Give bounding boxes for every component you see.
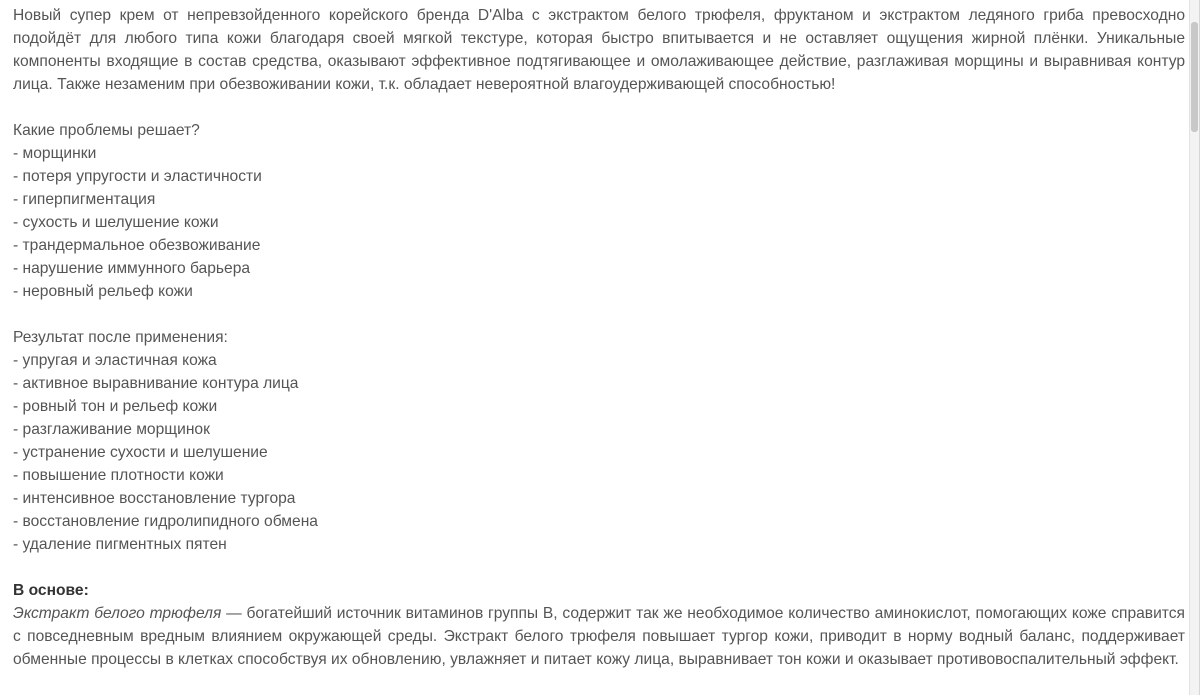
spacer bbox=[13, 556, 1185, 579]
problem-item: - гиперпигментация bbox=[13, 191, 156, 208]
description-content bbox=[13, 4, 1185, 671]
problem-item: - трандермальное обезвоживание bbox=[13, 237, 261, 254]
basis-heading: В основе: bbox=[13, 582, 89, 599]
vertical-scrollbar[interactable] bbox=[1189, 0, 1199, 695]
basis-paragraph bbox=[13, 602, 1185, 671]
problem-item: - морщинки bbox=[13, 145, 97, 162]
result-item: - удаление пигментных пятен bbox=[13, 536, 227, 553]
results-heading: Результат после применения: bbox=[13, 329, 228, 346]
result-item: - повышение плотности кожи bbox=[13, 467, 224, 484]
problem-item: - нарушение иммунного барьера bbox=[13, 260, 251, 277]
scrollbar-thumb[interactable] bbox=[1191, 22, 1198, 132]
result-item: - активное выравнивание контура лица bbox=[13, 375, 299, 392]
problem-item: - потеря упругости и эластичности bbox=[13, 168, 262, 185]
intro-paragraph: Новый супер крем от непревзойденного корейского бренда D'Alba с экстрактом белого трюфеля, фруктаном и экстрактом ледяного гриба превосходно подойдёт для любого типа кожи благодаря своей мягкой текстуре, которая быстро впитывается и не оставляет ощущения жирной плёнки. Уникальные компоненты входящие в состав средства, оказывают эффективное подтягивающее и омолаживающее действие, разглаживая морщины и выравнивая контур лица. Также незаменим при обезвоживании кожи, т.к. обладает невероятной влагоудерживающей способностью! bbox=[13, 7, 1185, 93]
result-item: - восстановление гидролипидного обмена bbox=[13, 513, 318, 530]
problems-heading: Какие проблемы решает? bbox=[13, 122, 200, 139]
result-item: - интенсивное восстановление тургора bbox=[13, 490, 296, 507]
result-item: - разглаживание морщинок bbox=[13, 421, 210, 438]
spacer bbox=[13, 303, 1185, 326]
problem-item: - неровный рельеф кожи bbox=[13, 283, 193, 300]
spacer bbox=[13, 96, 1185, 119]
result-item: - упругая и эластичная кожа bbox=[13, 352, 217, 369]
ingredient-name: Экстракт белого трюфеля bbox=[13, 605, 222, 622]
result-item: - ровный тон и рельеф кожи bbox=[13, 398, 218, 415]
ingredient-description: — богатейший источник витаминов группы В, содержит так же необходимое количество аминокислот, помогающих коже справится с повседневным вредным влиянием окружающей среды. Экстракт белого трюфеля повышает тургор кожи, приводит в норму водный баланс, поддерживает обменные процессы в клетках способствуя их обновлению, увлажняет и питает кожу лица, выравнивает тон кожи и оказывает противовоспалительный эффект. bbox=[13, 605, 1185, 668]
problem-item: - сухость и шелушение кожи bbox=[13, 214, 219, 231]
result-item: - устранение сухости и шелушение bbox=[13, 444, 268, 461]
